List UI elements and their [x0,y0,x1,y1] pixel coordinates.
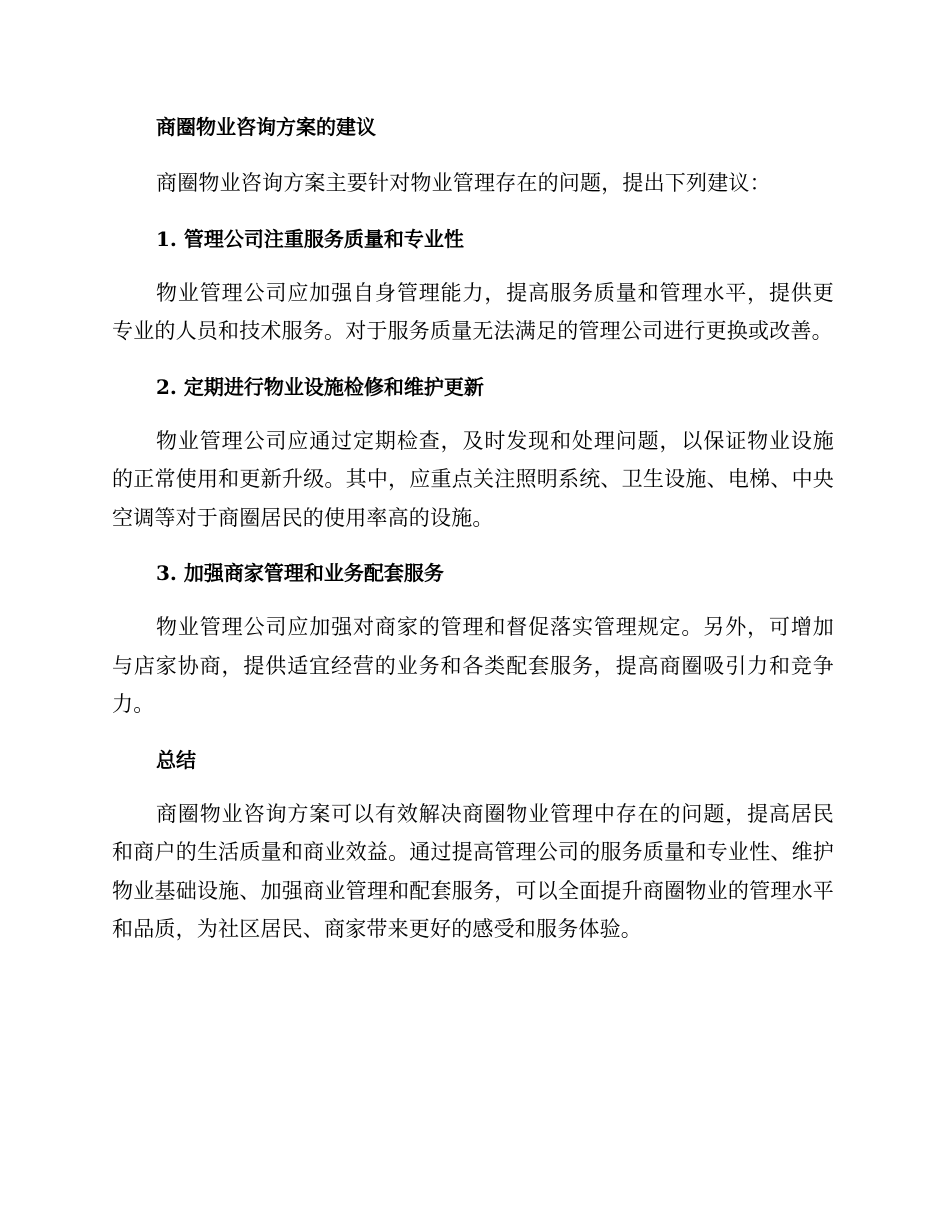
section-3-heading: 3. 加强商家管理和业务配套服务 [156,561,444,585]
intro-paragraph: 商圈物业咨询方案主要针对物业管理存在的问题，提出下列建议： [156,171,771,195]
summary-heading: 总结 [156,747,196,772]
document-page [112,108,834,966]
section-3-body: 物业管理公司应加强对商家的管理和督促落实管理规定。另外，可增加与店家协商，提供适宜经营的业务和各类配套服务，提高商圈吸引力和竞争力。 [112,615,834,716]
section-1-heading: 1. 管理公司注重服务质量和专业性 [156,226,464,251]
section-1-body: 物业管理公司应加强自身管理能力，提高服务质量和管理水平，提供更专业的人员和技术服务。对于服务质量无法满足的管理公司进行更换或改善。 [112,280,834,343]
document-title: 商圈物业咨询方案的建议 [156,115,376,139]
summary-body: 商圈物业咨询方案可以有效解决商圈物业管理中存在的问题，提高居民和商户的生活质量和商业效益。通过提高管理公司的服务质量和专业性、维护物业基础设施、加强商业管理和配套服务，可以全面提升商圈物业的管理水平和品质，为社区居民、商家带来更好的感受和服务体验。 [112,801,834,941]
section-2-heading: 2. 定期进行物业设施检修和维护更新 [156,374,484,399]
section-2-body: 物业管理公司应通过定期检查，及时发现和处理问题，以保证物业设施的正常使用和更新升级。其中，应重点关注照明系统、卫生设施、电梯、中央空调等对于商圈居民的使用率高的设施。 [112,428,834,530]
